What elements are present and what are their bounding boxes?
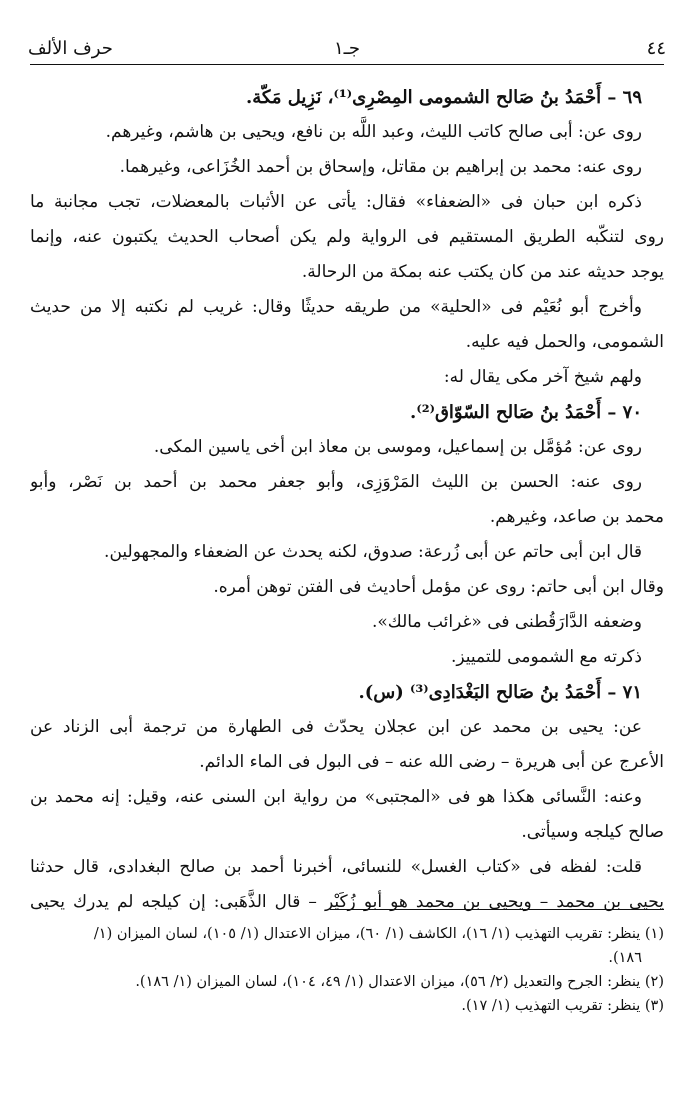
text-line: وقال ابن أبى حاتم: روى عن مؤمل أحاديث فى الفتن توهن أمره.	[213, 577, 664, 597]
footnotes	[30, 922, 664, 1018]
header-divider	[30, 64, 664, 65]
entry-heading-71: ٧١ – أَحْمَدُ بنُ صَالح البَغْدَادِى⁽³⁾ (س).	[358, 682, 642, 703]
footnote-divider	[330, 909, 664, 910]
page-number: ٤٤	[646, 38, 666, 59]
text-line: يحيى بن محمد – ويحيى بن محمد هو أبو زُكَيْر – قال الذَّهَبى: إن كيلجه لم يدرك يحيى	[30, 892, 664, 912]
text-line: محمد بن صاعد، وغيرهم.	[489, 507, 664, 527]
main-text	[30, 80, 664, 920]
footnote-2: (٢) ينظر: الجرح والتعديل (٢/ ٥٦)، ميزان الاعتدال (١/ ٤٩، ١٠٤)، لسان الميزان (١/ ١٨٦).	[135, 974, 664, 990]
entry-heading-69: ٦٩ – أَحْمَدُ بنُ صَالح الشمومى المِصْرِى⁽¹⁾، نَزِيل مَكّة.	[246, 87, 642, 108]
section-title: حرف الألف	[28, 38, 113, 59]
text-line: ذكرته مع الشمومى للتمييز.	[450, 647, 642, 667]
text-line: قلت: لفظه فى «كتاب الغسل» للنسائى، أخبرنا أحمد بن صالح البغدادى، قال حدثنا	[30, 857, 642, 877]
text-line: وضعفه الدَّارَقُطنى فى «غرائب مالك».	[371, 612, 642, 632]
text-line: روى عن: مُؤمَّل بن إسماعيل، وموسى بن معاذ ابن أخى ياسين المكى.	[153, 437, 642, 457]
text-line: يوجد حديثه عند من كان يكتب عنه بمكة من الرحالة.	[301, 262, 664, 282]
volume-label: جـ١	[333, 38, 361, 59]
text-line: وأخرج أبو نُعَيْم فى «الحلية» من طريقه حديثًا وقال: غريب لم نكتبه إلا من حديث	[30, 297, 642, 317]
text-line: عن: يحيى بن محمد عن ابن عجلان يحدّث فى الطهارة من ترجمة أبى الزناد عن	[30, 717, 642, 737]
text-line: روى عنه: محمد بن إبراهيم بن مقاتل، وإسحاق بن أحمد الخُزَاعى، وغيرهما.	[119, 157, 642, 177]
text-line: الشمومى، والحمل فيه عليه.	[465, 332, 664, 352]
footnote-1-continued: ١٨٦).	[608, 950, 642, 966]
text-line: صالح كيلجه وسيأتى.	[521, 822, 664, 842]
entry-heading-70: ٧٠ – أَحْمَدُ بنُ صَالح السّوّاق⁽²⁾.	[410, 402, 642, 423]
running-header	[28, 34, 666, 64]
text-line: روى عنه: الحسن بن الليث المَرْوَزِى، وأبو جعفر محمد بن أحمد بن نَصْر، وأبو	[30, 472, 642, 492]
text-line: قال ابن أبى حاتم عن أبى زُرعة: صدوق، لكنه يحدث عن الضعفاء والمجهولين.	[104, 542, 642, 562]
text-line: ولهم شيخ آخر مكى يقال له:	[443, 367, 642, 387]
text-line: ذكره ابن حبان فى «الضعفاء» فقال: يأتى عن الأثبات بالمعضلات، تجب مجانبة ما	[30, 192, 642, 212]
text-line: وعنه: النَّسائى هكذا هو فى «المجتبى» من رواية ابن السنى عنه، وقيل: إنه محمد بن	[30, 787, 642, 807]
text-line: روى لتنكّبه الطريق المستقيم فى الرواية ولم يكن أصحاب الحديث يكتبون عنه، وإنما	[30, 227, 664, 247]
text-line: روى عن: أبى صالح كاتب الليث، وعبد اللَّه بن نافع، ويحيى بن هاشم، وغيرهم.	[105, 122, 642, 142]
footnote-3: (٣) ينظر: تقريب التهذيب (١/ ١٧).	[461, 998, 664, 1014]
text-line: الأعرج عن أبى هريرة – رضى الله عنه – فى البول فى الماء الدائم.	[199, 752, 664, 772]
footnote-1: (١) ينظر: تقريب التهذيب (١/ ١٦)، الكاشف (١/ ٦٠)، ميزان الاعتدال (١/ ١٠٥)، لسان الميزان (١/	[93, 926, 664, 942]
